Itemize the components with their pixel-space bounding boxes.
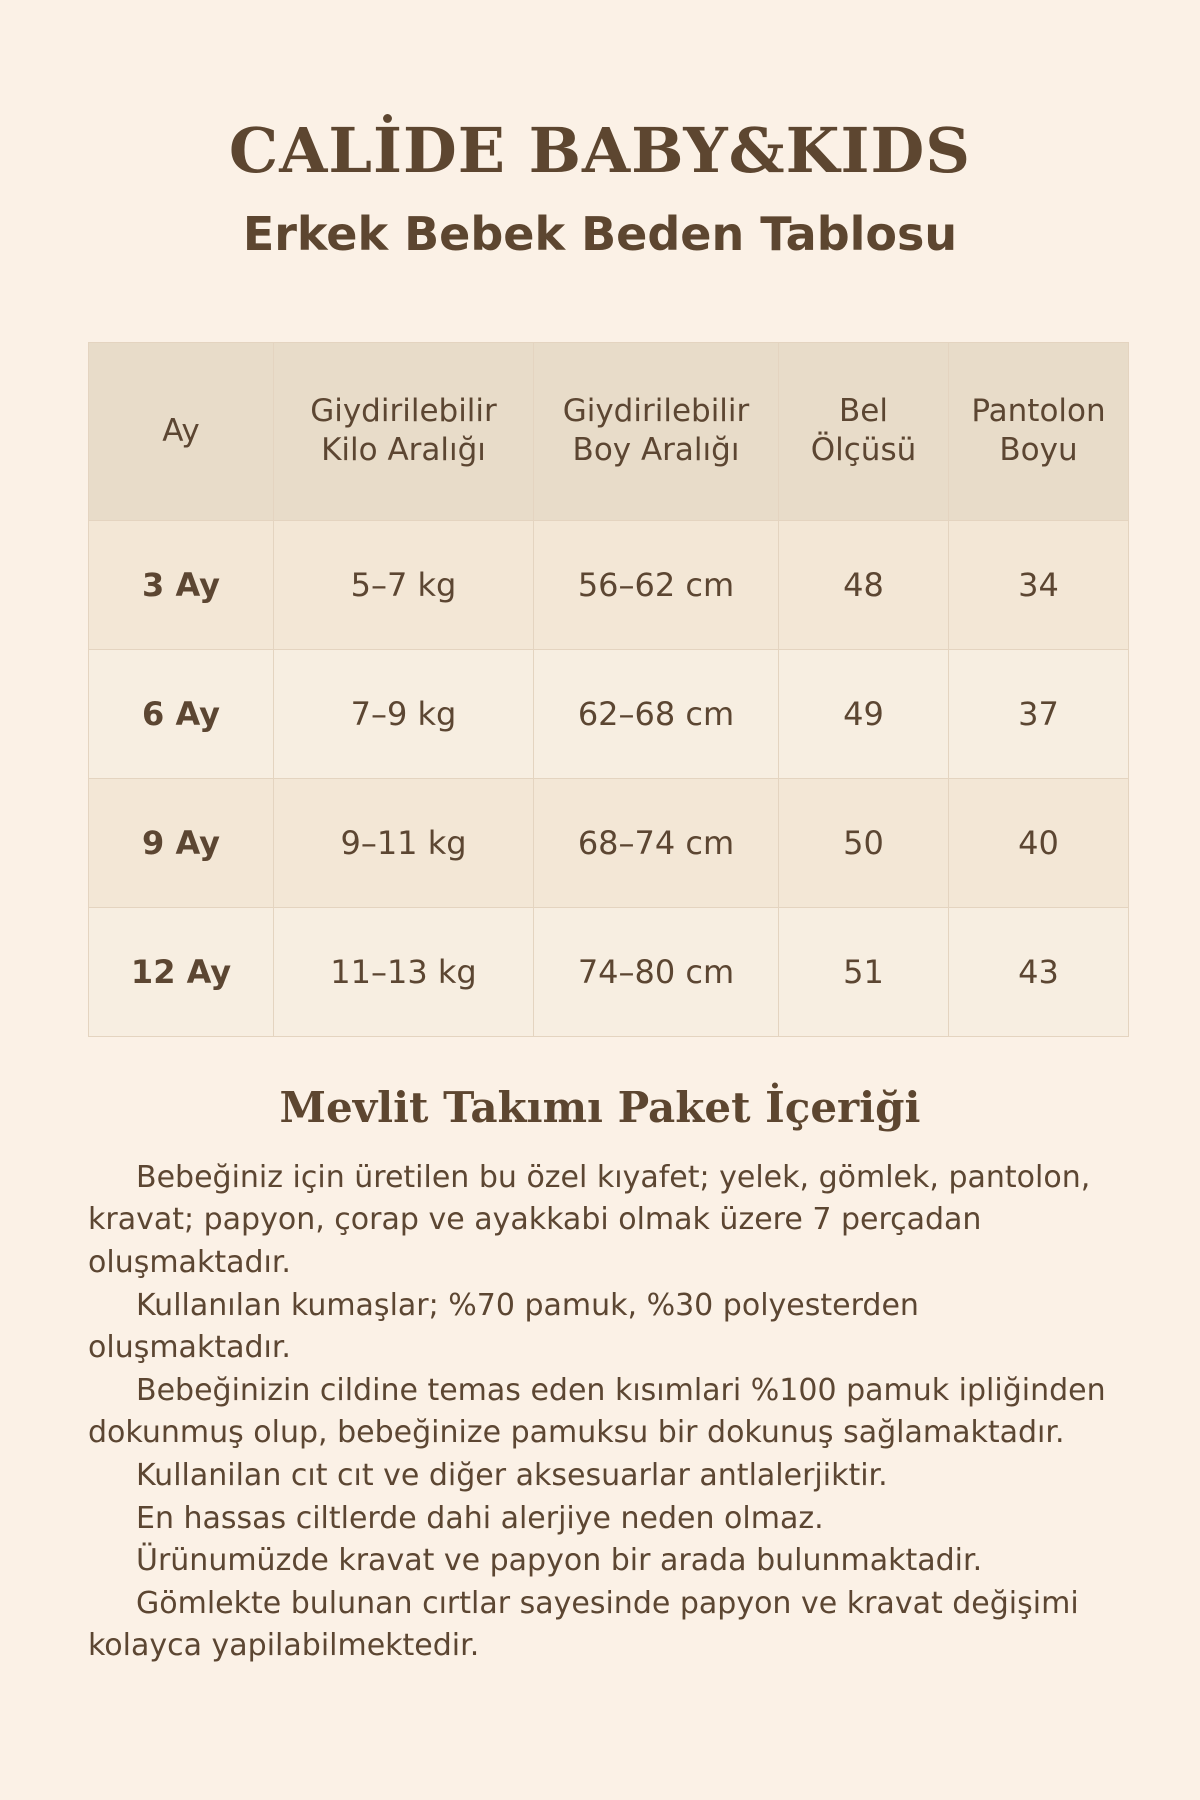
column-header-trouser-length: Pantolon Boyu	[949, 342, 1129, 520]
cell-weight-range: 11–13 kg	[274, 907, 534, 1036]
package-description	[88, 1157, 1112, 1668]
cell-weight-range: 5–7 kg	[274, 520, 534, 649]
package-paragraph: Kullanılan kumaşlar; %70 pamuk, %30 polyesterden oluşmaktadır.	[88, 1287, 919, 1366]
cell-trouser-length: 43	[949, 907, 1129, 1036]
cell-waist: 50	[779, 778, 949, 907]
package-section-title: Mevlit Takımı Paket İçeriği	[279, 1082, 921, 1132]
table-row	[89, 907, 1129, 1036]
cell-age: 9 Ay	[89, 778, 274, 907]
cell-height-range: 62–68 cm	[534, 649, 779, 778]
cell-height-range: 56–62 cm	[534, 520, 779, 649]
package-paragraph: Ürünumüzde kravat ve papyon bir arada bulunmaktadir.	[136, 1543, 983, 1579]
package-paragraph: Kullanilan cıt cıt ve diğer aksesuarlar antlalerjiktir.	[136, 1458, 888, 1494]
column-header-waist: Bel Ölçüsü	[779, 342, 949, 520]
cell-waist: 51	[779, 907, 949, 1036]
table-header-row	[89, 342, 1129, 520]
cell-height-range: 68–74 cm	[534, 778, 779, 907]
cell-age: 3 Ay	[89, 520, 274, 649]
cell-age: 6 Ay	[89, 649, 274, 778]
package-paragraph: Bebeğiniz için üretilen bu özel kıyafet; yelek, gömlek, pantolon, kravat; papyon, çorap ve ayakkabi olmak üzere 7 perçadan oluşmaktadır.	[88, 1159, 1091, 1281]
cell-waist: 48	[779, 520, 949, 649]
column-header-height-range: Giydirilebilir Boy Aralığı	[534, 342, 779, 520]
cell-age: 12 Ay	[89, 907, 274, 1036]
cell-trouser-length: 34	[949, 520, 1129, 649]
cell-trouser-length: 37	[949, 649, 1129, 778]
table-row	[89, 778, 1129, 907]
table-row	[89, 649, 1129, 778]
table-row	[89, 520, 1129, 649]
cell-height-range: 74–80 cm	[534, 907, 779, 1036]
cell-waist: 49	[779, 649, 949, 778]
document-subtitle: Erkek Bebek Beden Tablosu	[242, 207, 958, 262]
table-body	[89, 520, 1129, 1036]
column-header-weight-range: Giydirilebilir Kilo Aralığı	[274, 342, 534, 520]
brand-title: CALİDE BABY&KIDS	[228, 114, 972, 187]
cell-trouser-length: 40	[949, 778, 1129, 907]
cell-weight-range: 9–11 kg	[274, 778, 534, 907]
package-paragraph: Gömlekte bulunan cırtlar sayesinde papyon ve kravat değişimi kolayca yapilabilmektedir.	[88, 1585, 1079, 1664]
column-header-age: Ay	[89, 342, 274, 520]
package-paragraph: Bebeğinizin cildine temas eden kısımlari %100 pamuk ipliğinden dokunmuş olup, bebeğinize pamuksu bir dokunuş sağlamaktadır.	[88, 1372, 1106, 1451]
cell-weight-range: 7–9 kg	[274, 649, 534, 778]
size-table	[88, 342, 1129, 1037]
package-paragraph: En hassas ciltlerde dahi alerjiye neden olmaz.	[136, 1500, 824, 1536]
table-header	[89, 342, 1129, 520]
